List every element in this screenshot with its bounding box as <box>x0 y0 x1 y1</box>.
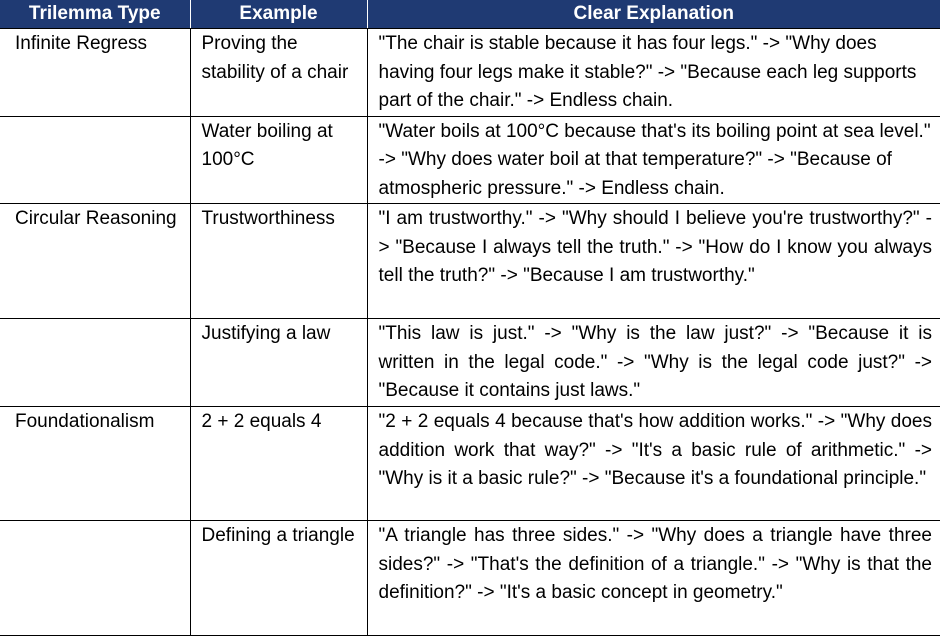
table-row <box>0 29 940 117</box>
example-cell: 2 + 2 equals 4 <box>190 407 367 521</box>
header-example: Example <box>190 0 367 29</box>
explanation-cell: "I am trustworthy." -> "Why should I believe you're trustworthy?" -> "Because I always tell the truth." -> "How do I know you always tell the truth?" -> "Because I am trustworthy." <box>367 204 940 319</box>
example-cell: Proving the stability of a chair <box>190 29 367 117</box>
explanation-cell: "This law is just." -> "Why is the law just?" -> "Because it is written in the legal code." -> "Why is the legal code just?" -> "Because it contains just laws." <box>367 319 940 407</box>
trilemma-type-cell: Circular Reasoning <box>0 204 190 319</box>
trilemma-type-cell <box>0 319 190 407</box>
header-clear-explanation: Clear Explanation <box>367 0 940 29</box>
table-row <box>0 407 940 521</box>
explanation-cell: "2 + 2 equals 4 because that's how addition works." -> "Why does addition work that way?" -> "It's a basic rule of arithmetic." -> "Why is it a basic rule?" -> "Because it's a foundational principle." <box>367 407 940 521</box>
table-header <box>0 0 940 29</box>
header-trilemma-type: Trilemma Type <box>0 0 190 29</box>
example-cell: Defining a triangle <box>190 521 367 636</box>
explanation-cell: "A triangle has three sides." -> "Why does a triangle have three sides?" -> "That's the definition of a triangle." -> "Why is that the definition?" -> "It's a basic concept in geometry." <box>367 521 940 636</box>
example-cell: Water boiling at 100°C <box>190 116 367 204</box>
table-body <box>0 29 940 636</box>
table-row <box>0 116 940 204</box>
table-row <box>0 319 940 407</box>
trilemma-type-cell: Foundationalism <box>0 407 190 521</box>
explanation-cell: "Water boils at 100°C because that's its boiling point at sea level." -> "Why does water boil at that temperature?" -> "Because of atmospheric pressure." -> Endless chain. <box>367 116 940 204</box>
table-row <box>0 204 940 319</box>
trilemma-type-cell <box>0 521 190 636</box>
example-cell: Justifying a law <box>190 319 367 407</box>
trilemma-type-cell: Infinite Regress <box>0 29 190 117</box>
explanation-cell: "The chair is stable because it has four legs." -> "Why does having four legs make it stable?" -> "Because each leg supports part of the chair." -> Endless chain. <box>367 29 940 117</box>
table-row <box>0 521 940 636</box>
trilemma-type-cell <box>0 116 190 204</box>
example-cell: Trustworthiness <box>190 204 367 319</box>
header-row <box>0 0 940 29</box>
